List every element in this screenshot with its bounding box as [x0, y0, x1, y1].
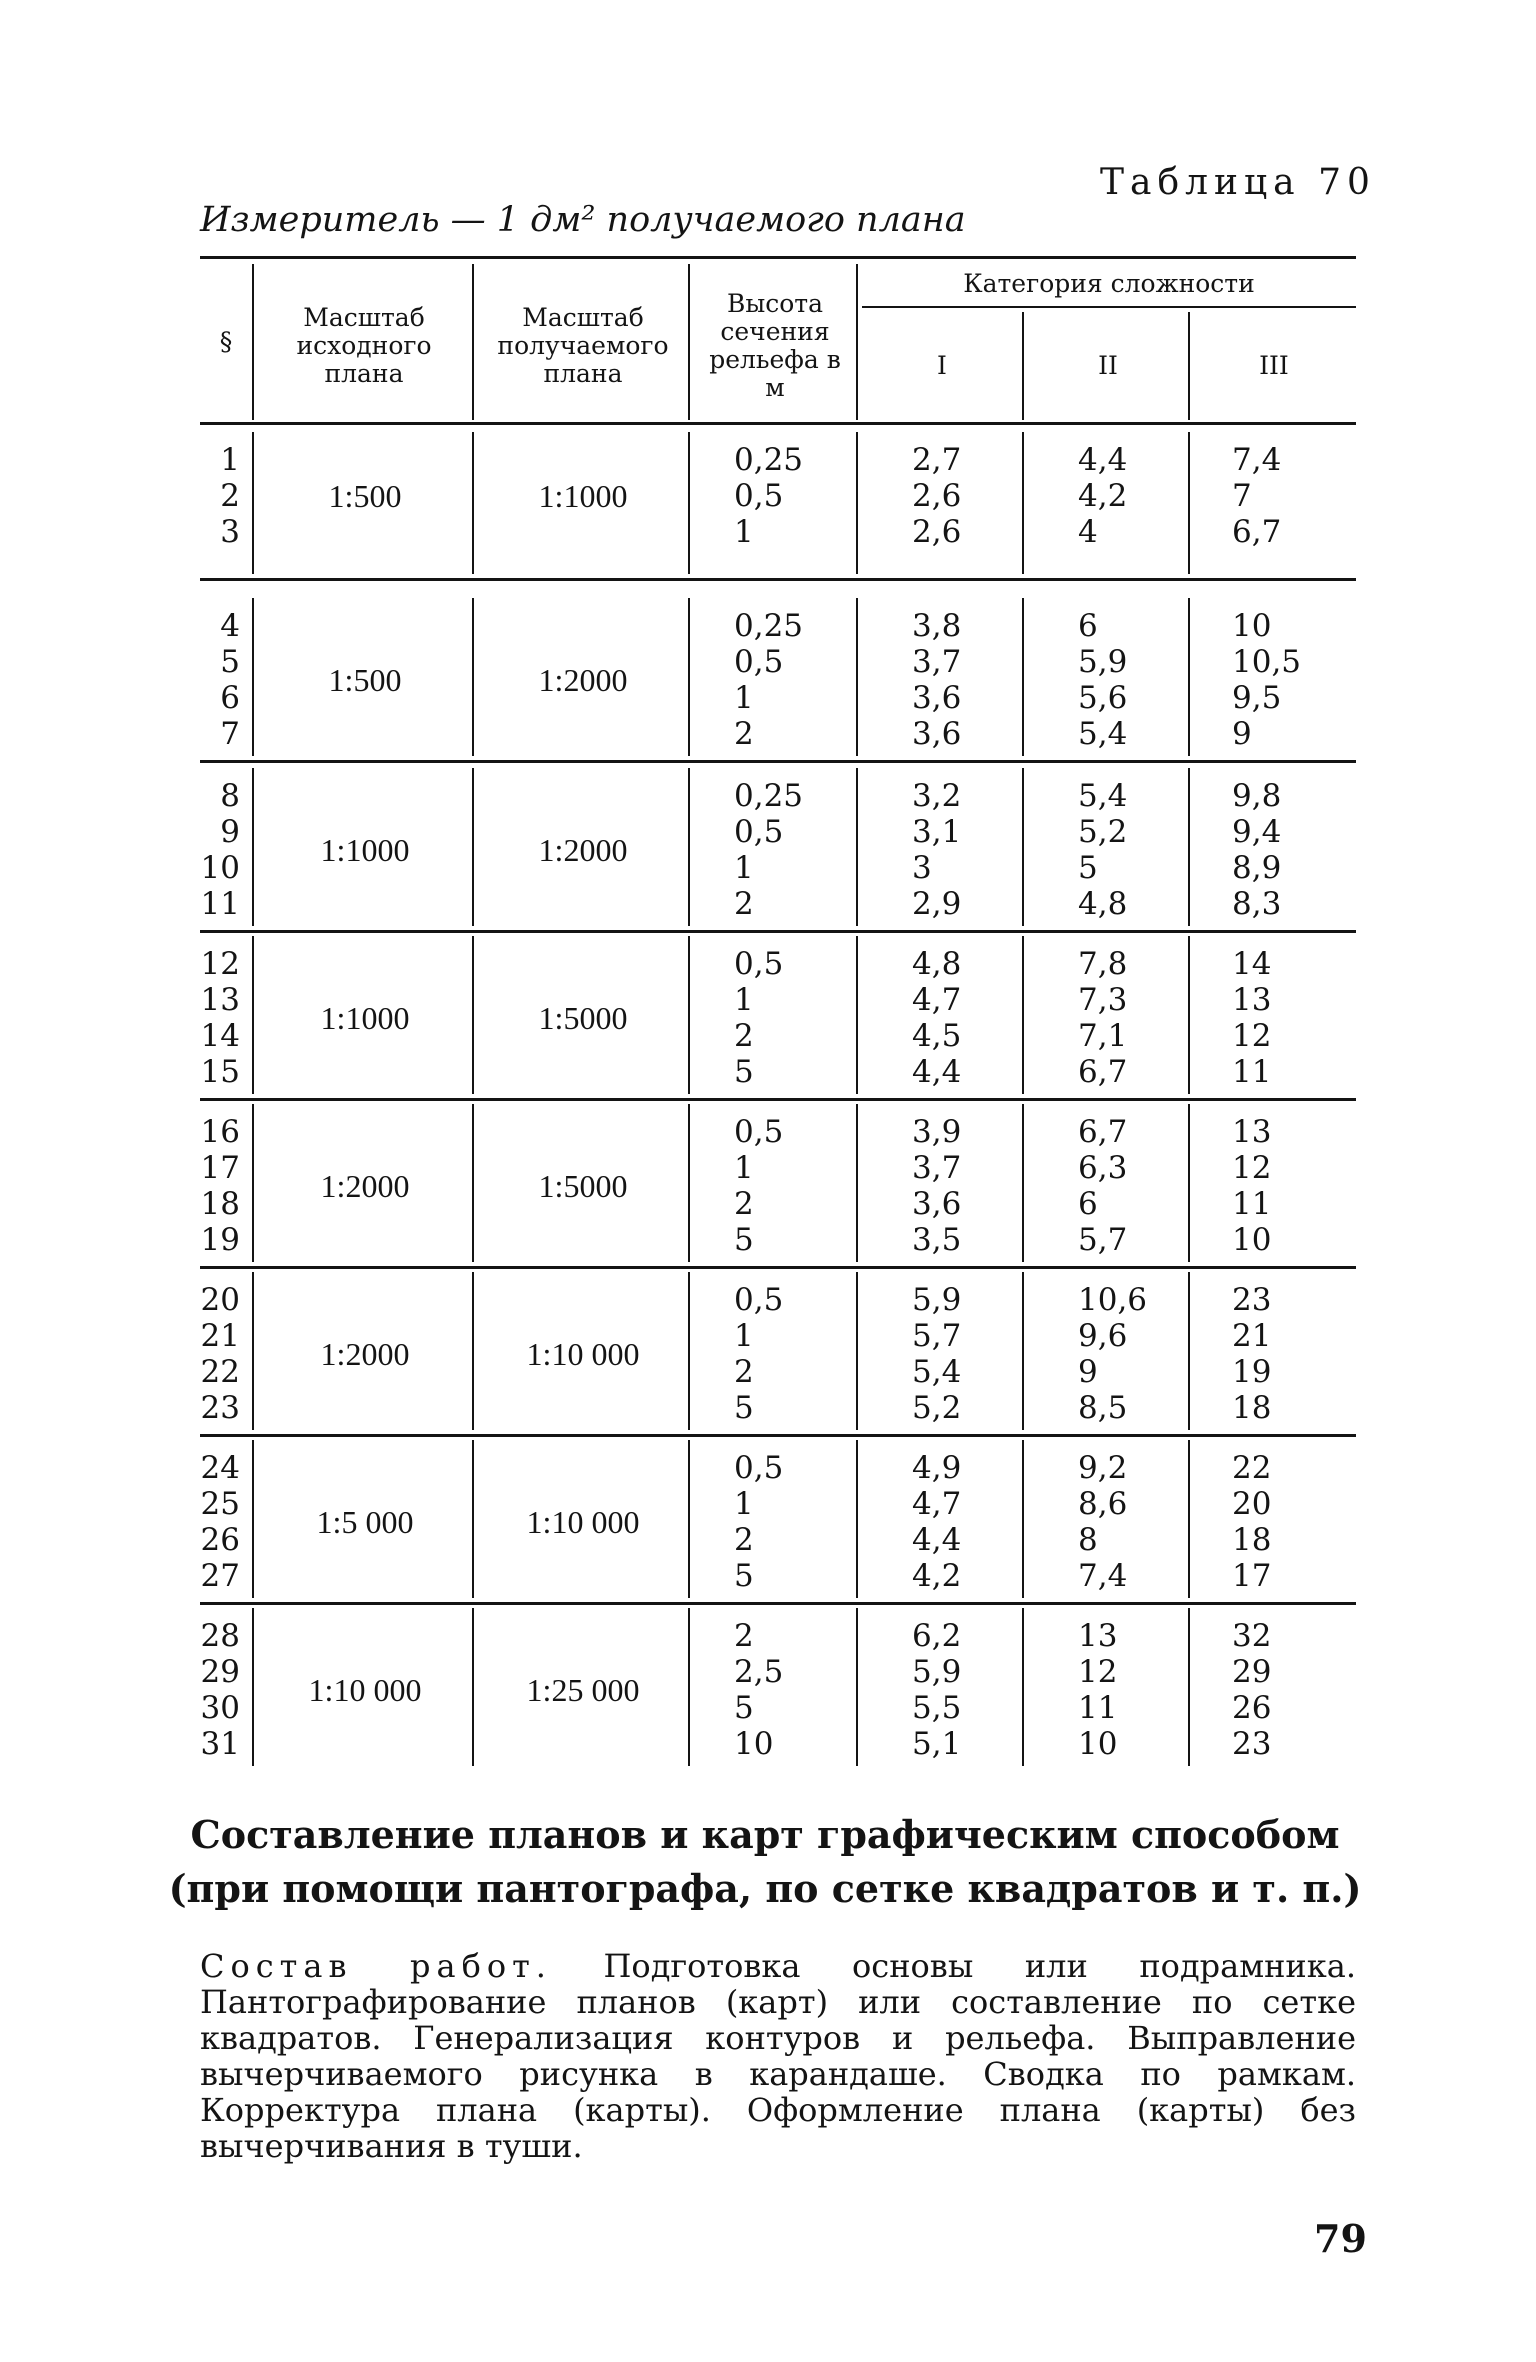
cell-c1: 3,1 [912, 814, 962, 850]
cell-height: 5 [734, 1558, 754, 1594]
col-divider [688, 598, 690, 756]
col-divider [688, 1440, 690, 1598]
cell-c3: 22 [1232, 1450, 1272, 1486]
cell-c2: 5,4 [1078, 778, 1128, 814]
cell-c1: 4,7 [912, 982, 962, 1018]
col-divider [1188, 312, 1190, 420]
cell-c2: 9 [1078, 1354, 1098, 1390]
col-divider [856, 264, 858, 420]
col-divider [688, 264, 690, 420]
cell-c2: 6,7 [1078, 1054, 1128, 1090]
cell-c3: 21 [1232, 1318, 1272, 1354]
cell-rows: 12 [200, 946, 240, 982]
header-cat-3: III [1259, 351, 1289, 380]
cell-c1: 4,4 [912, 1522, 962, 1558]
cell-c1: 5,5 [912, 1690, 962, 1726]
cell-c1: 2,9 [912, 886, 962, 922]
cell-rows: 8 [220, 778, 240, 814]
cell-height: 1 [734, 982, 754, 1018]
cell-rows: 26 [200, 1522, 240, 1558]
page-number: 79 [1314, 2216, 1367, 2261]
cell-c1: 5,1 [912, 1726, 962, 1762]
cell-c2: 7,4 [1078, 1558, 1128, 1594]
cell-c2: 5,6 [1078, 680, 1128, 716]
group-separator [200, 760, 1356, 763]
data-table [200, 256, 1356, 1766]
cell-height: 0,5 [734, 1450, 784, 1486]
cell-c1: 3,8 [912, 608, 962, 644]
cell-rows: 29 [200, 1654, 240, 1690]
col-divider [252, 1440, 254, 1598]
cell-result-scale: 1:25 000 [526, 1672, 640, 1708]
cell-rows: 30 [200, 1690, 240, 1726]
col-divider [1188, 1272, 1190, 1430]
header-complexity: Категория сложности [963, 269, 1255, 298]
col-divider [856, 1440, 858, 1598]
cell-height: 0,25 [734, 442, 804, 478]
col-divider [856, 1272, 858, 1430]
cell-c2: 4,8 [1078, 886, 1128, 922]
cell-c3: 10 [1232, 1222, 1272, 1258]
col-divider [252, 264, 254, 420]
cell-c3: 23 [1232, 1282, 1272, 1318]
cell-c2: 4 [1078, 514, 1098, 550]
cell-c2: 5,2 [1078, 814, 1128, 850]
cell-c1: 6,2 [912, 1618, 962, 1654]
cell-c2: 8 [1078, 1522, 1098, 1558]
col-divider [688, 1608, 690, 1766]
cell-c1: 3,5 [912, 1222, 962, 1258]
col-divider [1022, 598, 1024, 756]
col-divider [1188, 432, 1190, 574]
cell-c2: 5,9 [1078, 644, 1128, 680]
cell-c1: 3,9 [912, 1114, 962, 1150]
cell-height: 0,5 [734, 1114, 784, 1150]
cell-height: 5 [734, 1690, 754, 1726]
cell-result-scale: 1:2000 [538, 832, 628, 868]
cell-height: 0,25 [734, 778, 804, 814]
cell-rows: 3 [220, 514, 240, 550]
cell-rows: 31 [200, 1726, 240, 1762]
cell-c1: 3,6 [912, 716, 962, 752]
col-divider [856, 432, 858, 574]
cell-source-scale: 1:10 000 [308, 1672, 422, 1708]
cell-height: 0,5 [734, 814, 784, 850]
cell-c3: 9,8 [1232, 778, 1282, 814]
cell-c1: 3,7 [912, 644, 962, 680]
cell-rows: 24 [200, 1450, 240, 1486]
cell-c2: 6,7 [1078, 1114, 1128, 1150]
header-cat-2: II [1098, 351, 1118, 380]
cell-c3: 13 [1232, 1114, 1272, 1150]
cell-c3: 19 [1232, 1354, 1272, 1390]
cell-c1: 5,9 [912, 1282, 962, 1318]
cell-rows: 18 [200, 1186, 240, 1222]
col-divider [1188, 768, 1190, 926]
cell-c2: 7,3 [1078, 982, 1128, 1018]
cell-c3: 11 [1232, 1186, 1272, 1222]
cell-c2: 7,1 [1078, 1018, 1128, 1054]
cell-height: 2 [734, 1186, 754, 1222]
cell-rows: 14 [200, 1018, 240, 1054]
col-divider [472, 432, 474, 574]
cell-c2: 6,3 [1078, 1150, 1128, 1186]
cell-c1: 2,6 [912, 478, 962, 514]
col-divider [252, 936, 254, 1094]
cell-height: 2 [734, 716, 754, 752]
cell-height: 0,25 [734, 608, 804, 644]
cell-height: 1 [734, 1150, 754, 1186]
col-divider [1188, 598, 1190, 756]
cell-c3: 10 [1232, 608, 1272, 644]
cell-c2: 5,4 [1078, 716, 1128, 752]
col-divider [472, 1272, 474, 1430]
col-divider [472, 1440, 474, 1598]
cell-c1: 3,6 [912, 1186, 962, 1222]
cell-c2: 10 [1078, 1726, 1118, 1762]
cell-result-scale: 1:10 000 [526, 1336, 640, 1372]
cell-rows: 28 [200, 1618, 240, 1654]
cell-c1: 4,9 [912, 1450, 962, 1486]
table-top-rule [200, 256, 1356, 259]
cell-c2: 5,7 [1078, 1222, 1128, 1258]
cell-c3: 7 [1232, 478, 1252, 514]
cell-source-scale: 1:1000 [320, 832, 410, 868]
cell-height: 0,5 [734, 478, 784, 514]
measure-unit: Измеритель — 1 дм² получаемого плана [200, 200, 966, 240]
cell-result-scale: 1:10 000 [526, 1504, 640, 1540]
group-separator [200, 930, 1356, 933]
cell-height: 2 [734, 886, 754, 922]
cell-height: 2 [734, 1354, 754, 1390]
col-divider [1022, 1608, 1024, 1766]
cell-c2: 4,4 [1078, 442, 1128, 478]
cell-height: 10 [734, 1726, 774, 1762]
cell-c3: 26 [1232, 1690, 1272, 1726]
col-divider [1022, 1272, 1024, 1430]
cell-source-scale: 1:5 000 [316, 1504, 414, 1540]
cell-source-scale: 1:1000 [320, 1000, 410, 1036]
group-separator [200, 1098, 1356, 1101]
table-label: Таблица 70 [1100, 162, 1376, 203]
cell-c2: 13 [1078, 1618, 1118, 1654]
col-divider [252, 598, 254, 756]
cell-c3: 7,4 [1232, 442, 1282, 478]
col-divider [856, 768, 858, 926]
section-lead: Состав работ. [200, 1947, 552, 1985]
cell-height: 1 [734, 514, 754, 550]
cell-rows: 6 [220, 680, 240, 716]
cell-c1: 5,9 [912, 1654, 962, 1690]
cell-c3: 6,7 [1232, 514, 1282, 550]
cell-result-scale: 1:5000 [538, 1168, 628, 1204]
cell-height: 1 [734, 850, 754, 886]
cell-c1: 4,4 [912, 1054, 962, 1090]
cell-rows: 19 [200, 1222, 240, 1258]
cell-height: 1 [734, 680, 754, 716]
section-text: Подготовка основы или подрамника. Пантографирование планов (карт) или составление по сетке квадратов. Генерализация контуров и рельефа. Выправление вычерчиваемого рисунка в карандаше. Сводка по рамкам. Корректура плана (карты). Оформление плана (карты) без вычерчивания в туши. [200, 1947, 1357, 2165]
cell-c3: 14 [1232, 946, 1272, 982]
cell-c2: 5 [1078, 850, 1098, 886]
header-result-scale: Масштаб получаемого плана [497, 303, 669, 388]
cell-c1: 3,2 [912, 778, 962, 814]
cell-result-scale: 1:1000 [538, 478, 628, 514]
col-divider [472, 1104, 474, 1262]
col-divider [252, 1608, 254, 1766]
cell-c2: 7,8 [1078, 946, 1128, 982]
cell-c1: 2,6 [912, 514, 962, 550]
cell-rows: 11 [200, 886, 240, 922]
cell-c3: 12 [1232, 1018, 1272, 1054]
col-divider [1188, 936, 1190, 1094]
cell-c1: 2,7 [912, 442, 962, 478]
col-divider [856, 1608, 858, 1766]
col-divider [252, 768, 254, 926]
cell-rows: 15 [200, 1054, 240, 1090]
cell-c3: 23 [1232, 1726, 1272, 1762]
cell-rows: 13 [200, 982, 240, 1018]
col-divider [688, 1104, 690, 1262]
cell-height: 5 [734, 1222, 754, 1258]
col-divider [472, 936, 474, 1094]
cell-c2: 6 [1078, 1186, 1098, 1222]
cell-c2: 11 [1078, 1690, 1118, 1726]
cell-c1: 3 [912, 850, 932, 886]
col-divider [252, 1272, 254, 1430]
cell-c1: 4,5 [912, 1018, 962, 1054]
cell-height: 0,5 [734, 946, 784, 982]
cell-source-scale: 1:2000 [320, 1336, 410, 1372]
cell-rows: 10 [200, 850, 240, 886]
col-divider [1022, 936, 1024, 1094]
col-divider [856, 598, 858, 756]
cell-c1: 3,6 [912, 680, 962, 716]
col-divider [1022, 432, 1024, 574]
header-cat-1: I [937, 351, 947, 380]
cell-height: 2 [734, 1618, 754, 1654]
cell-c2: 9,6 [1078, 1318, 1128, 1354]
cell-height: 0,5 [734, 1282, 784, 1318]
col-divider [1188, 1104, 1190, 1262]
section-heading: Составление планов и карт графическим способом (при помощи пантографа, по сетке квадратов и т. п.) [168, 1812, 1362, 1911]
cell-height: 5 [734, 1390, 754, 1426]
complexity-rule [862, 306, 1356, 308]
cell-c2: 12 [1078, 1654, 1118, 1690]
cell-rows: 22 [200, 1354, 240, 1390]
cell-source-scale: 1:500 [328, 662, 402, 698]
cell-c3: 9,5 [1232, 680, 1282, 716]
cell-rows: 25 [200, 1486, 240, 1522]
cell-c1: 5,2 [912, 1390, 962, 1426]
cell-c3: 12 [1232, 1150, 1272, 1186]
cell-rows: 2 [220, 478, 240, 514]
col-divider [688, 768, 690, 926]
col-divider [472, 768, 474, 926]
cell-rows: 7 [220, 716, 240, 752]
col-divider [252, 1104, 254, 1262]
cell-c1: 4,7 [912, 1486, 962, 1522]
cell-rows: 23 [200, 1390, 240, 1426]
cell-height: 1 [734, 1318, 754, 1354]
cell-result-scale: 1:5000 [538, 1000, 628, 1036]
cell-rows: 20 [200, 1282, 240, 1318]
col-divider [472, 1608, 474, 1766]
cell-height: 2,5 [734, 1654, 784, 1690]
cell-height: 1 [734, 1486, 754, 1522]
cell-rows: 16 [200, 1114, 240, 1150]
cell-c1: 3,7 [912, 1150, 962, 1186]
cell-rows: 21 [200, 1318, 240, 1354]
col-divider [688, 432, 690, 574]
col-divider [472, 598, 474, 756]
section-body [200, 1948, 1356, 2164]
cell-c2: 9,2 [1078, 1450, 1128, 1486]
cell-height: 2 [734, 1018, 754, 1054]
cell-c3: 17 [1232, 1558, 1272, 1594]
col-divider [688, 1272, 690, 1430]
cell-c3: 18 [1232, 1390, 1272, 1426]
cell-c3: 10,5 [1232, 644, 1302, 680]
cell-c2: 4,2 [1078, 478, 1128, 514]
group-separator [200, 1266, 1356, 1269]
cell-c1: 5,4 [912, 1354, 962, 1390]
cell-source-scale: 1:500 [328, 478, 402, 514]
cell-source-scale: 1:2000 [320, 1168, 410, 1204]
group-separator [200, 1434, 1356, 1437]
cell-rows: 1 [220, 442, 240, 478]
cell-c2: 10,6 [1078, 1282, 1148, 1318]
cell-c3: 9,4 [1232, 814, 1282, 850]
group-separator [200, 578, 1356, 581]
col-divider [1188, 1608, 1190, 1766]
cell-rows: 27 [200, 1558, 240, 1594]
cell-rows: 4 [220, 608, 240, 644]
cell-c3: 11 [1232, 1054, 1272, 1090]
cell-c2: 6 [1078, 608, 1098, 644]
header-contour-interval: Высота сечения рельефа в м [709, 289, 841, 402]
cell-c3: 8,3 [1232, 886, 1282, 922]
col-divider [1022, 1440, 1024, 1598]
cell-c3: 18 [1232, 1522, 1272, 1558]
col-divider [856, 1104, 858, 1262]
cell-height: 0,5 [734, 644, 784, 680]
cell-c3: 8,9 [1232, 850, 1282, 886]
col-divider [1188, 1440, 1190, 1598]
cell-c3: 29 [1232, 1654, 1272, 1690]
header-bottom-rule [200, 422, 1356, 425]
cell-c3: 32 [1232, 1618, 1272, 1654]
cell-c1: 4,2 [912, 1558, 962, 1594]
cell-c3: 20 [1232, 1486, 1272, 1522]
cell-rows: 17 [200, 1150, 240, 1186]
cell-c3: 9 [1232, 716, 1252, 752]
col-divider [1022, 768, 1024, 926]
cell-height: 2 [734, 1522, 754, 1558]
header-source-scale: Масштаб исходного плана [296, 303, 432, 388]
col-divider [1022, 1104, 1024, 1262]
cell-c1: 4,8 [912, 946, 962, 982]
cell-result-scale: 1:2000 [538, 662, 628, 698]
col-divider [472, 264, 474, 420]
cell-rows: 5 [220, 644, 240, 680]
col-divider [252, 432, 254, 574]
cell-height: 5 [734, 1054, 754, 1090]
cell-rows: 9 [220, 814, 240, 850]
col-divider [1022, 312, 1024, 420]
group-separator [200, 1602, 1356, 1605]
cell-c1: 5,7 [912, 1318, 962, 1354]
col-divider [688, 936, 690, 1094]
cell-c2: 8,6 [1078, 1486, 1128, 1522]
col-divider [856, 936, 858, 1094]
cell-c3: 13 [1232, 982, 1272, 1018]
header-section: § [219, 327, 233, 356]
cell-c2: 8,5 [1078, 1390, 1128, 1426]
